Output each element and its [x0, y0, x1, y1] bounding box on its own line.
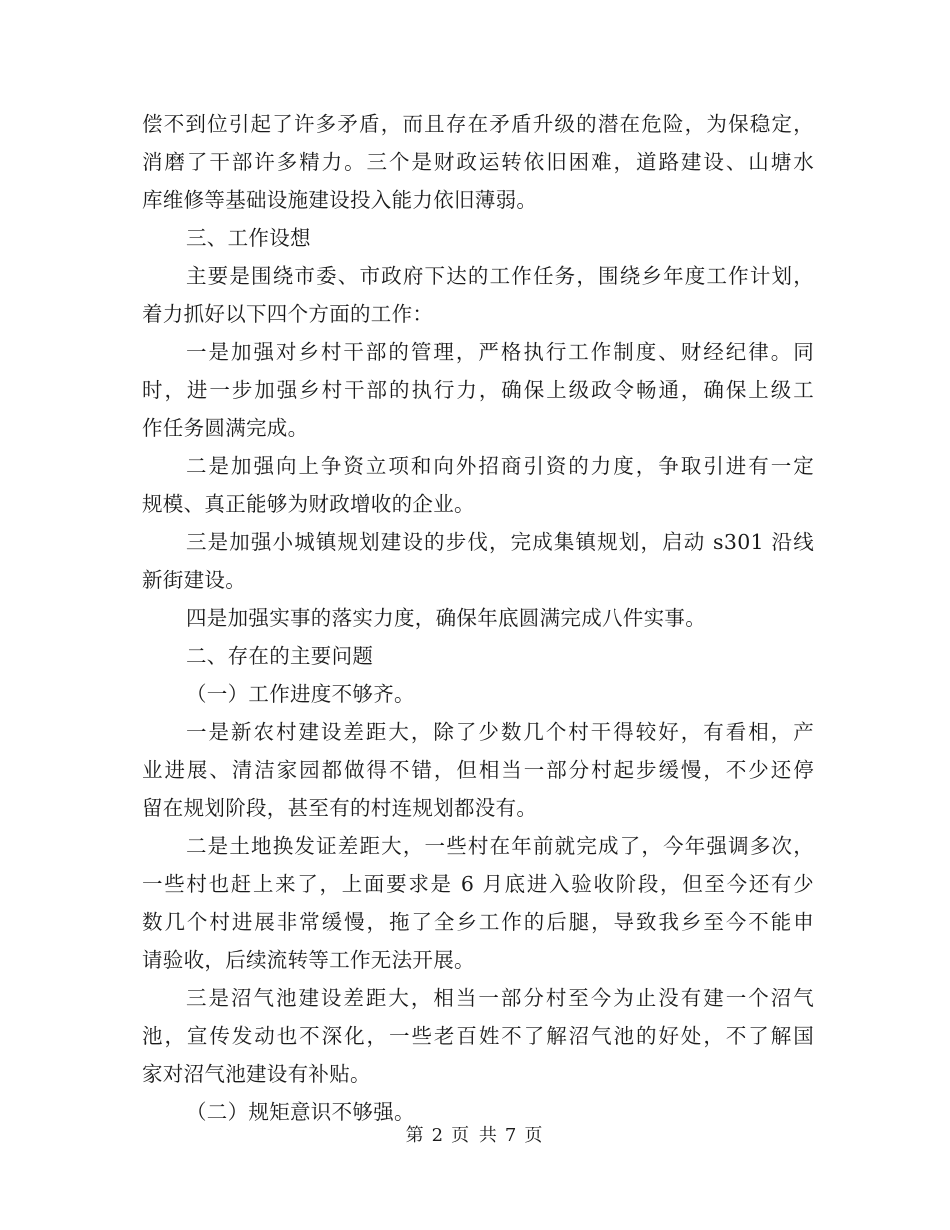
footer-suffix: 页 [524, 1125, 545, 1146]
text-line: 消磨了干部许多精力。三个是财政运转依旧困难，道路建设、山塘水 [142, 150, 814, 174]
text-line: 着力抓好以下四个方面的工作： [142, 302, 434, 326]
text-line: 三是加强小城镇规划建设的步伐，完成集镇规划，启动 s301 沿线 [186, 530, 814, 554]
text-line: 业进展、清洁家园都做得不错，但相当一部分村起步缓慢，不少还停 [142, 758, 814, 782]
subsection-heading: （二）规矩意识不够强。 [186, 1100, 415, 1124]
text-line: 主要是围绕市委、市政府下达的工作任务，围绕乡年度工作计划， [186, 264, 814, 288]
text-line: 规模、真正能够为财政增收的企业。 [142, 492, 475, 516]
text-line: 库维修等基础设施建设投入能力依旧薄弱。 [142, 188, 538, 212]
section-heading: 二、存在的主要问题 [186, 644, 374, 668]
text-line: 数几个村进展非常缓慢，拖了全乡工作的后腿，导致我乡至今不能申 [142, 910, 814, 934]
text-line: 一是新农村建设差距大，除了少数几个村干得较好，有看相，产 [186, 720, 814, 744]
text-line: 三是沼气池建设差距大，相当一部分村至今为止没有建一个沼气 [186, 986, 814, 1010]
text-line: 二是加强向上争资立项和向外招商引资的力度，争取引进有一定 [186, 454, 814, 478]
text-line: 一些村也赶上来了，上面要求是 6 月底进入验收阶段，但至今还有少 [142, 872, 814, 896]
text-line: 偿不到位引起了许多矛盾，而且存在矛盾升级的潜在危险，为保稳定， [142, 112, 814, 136]
text-line: 家对沼气池建设有补贴。 [142, 1062, 371, 1086]
footer-middle: 页 共 [451, 1125, 499, 1146]
text-line: 池，宣传发动也不深化，一些老百姓不了解沼气池的好处，不了解国 [142, 1024, 814, 1048]
text-line: 留在规划阶段，甚至有的村连规划都没有。 [142, 796, 538, 820]
text-line: 作任务圆满完成。 [142, 416, 309, 440]
text-line: 时，进一步加强乡村干部的执行力，确保上级政令畅通，确保上级工 [142, 378, 814, 402]
text-line: 新街建设。 [142, 568, 246, 592]
text-line: 一是加强对乡村干部的管理，严格执行工作制度、财经纪律。同 [186, 340, 814, 364]
page-footer [0, 1122, 950, 1150]
footer-total-pages: 7 [504, 1125, 519, 1146]
text-line: 四是加强实事的落实力度，确保年底圆满完成八件实事。 [186, 606, 706, 630]
text-line: 二是土地换发证差距大，一些村在年前就完成了，今年强调多次， [186, 834, 814, 858]
document-body [142, 105, 814, 1131]
subsection-heading: （一）工作进度不够齐。 [186, 682, 415, 706]
section-heading: 三、工作设想 [186, 226, 311, 250]
footer-page-number: 2 [431, 1125, 446, 1146]
footer-prefix: 第 [405, 1125, 426, 1146]
text-line: 请验收，后续流转等工作无法开展。 [142, 948, 475, 972]
